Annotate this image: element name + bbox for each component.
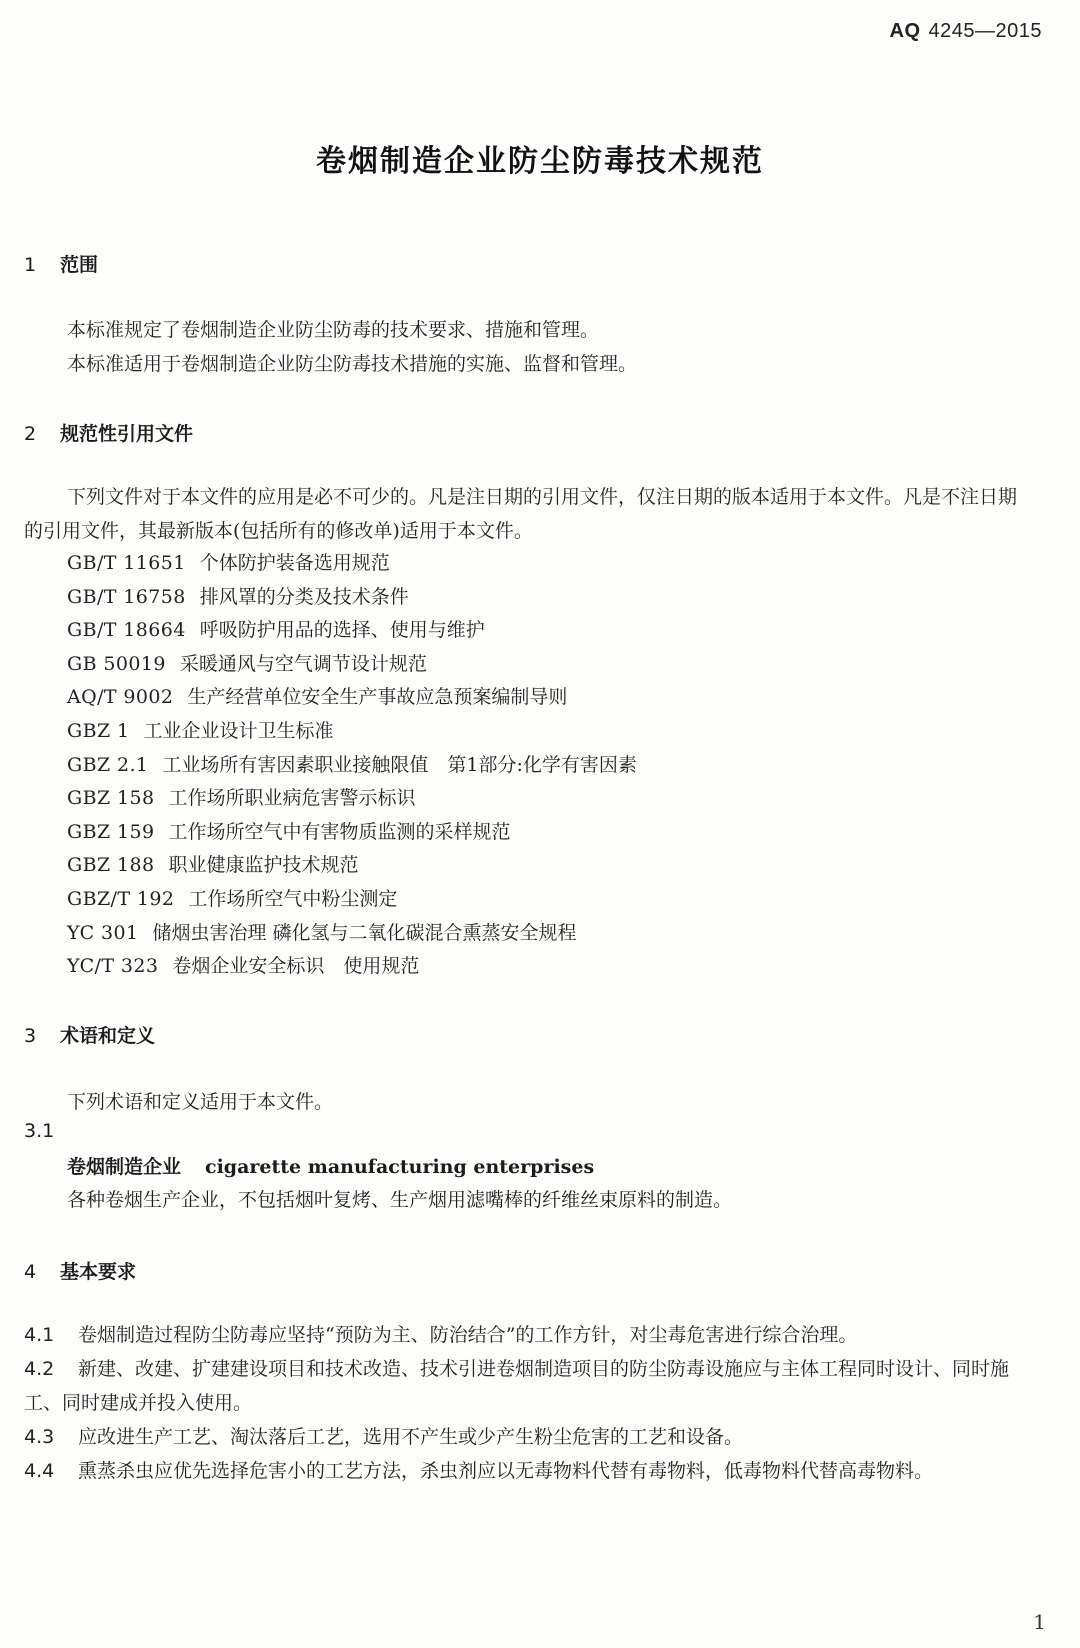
reference-title: 工作场所空气中粉尘测定 — [188, 887, 398, 910]
section-title: 范围 — [60, 254, 99, 276]
reference-code: GB/T 11651 — [67, 552, 186, 574]
reference-code: YC 301 — [67, 921, 139, 944]
reference-item — [67, 681, 637, 715]
reference-item — [67, 816, 637, 850]
page-number: 1 — [1033, 1610, 1046, 1634]
clause-text: 熏蒸杀虫应优先选择危害小的工艺方法，杀虫剂应以无毒物料代替有毒物料，低毒物料代替高毒物料。 — [78, 1460, 934, 1482]
clause-4-2 — [24, 1352, 1024, 1420]
reference-list — [67, 547, 637, 984]
section-heading-normative-references — [24, 419, 193, 446]
section-number: 2 — [24, 423, 37, 445]
section-title: 术语和定义 — [60, 1025, 156, 1047]
term-chinese: 卷烟制造企业 — [67, 1156, 182, 1178]
reference-title: 个体防护装备选用规范 — [199, 552, 390, 574]
reference-code: AQ/T 9002 — [67, 686, 174, 709]
reference-title: 采暖通风与空气调节设计规范 — [179, 652, 427, 675]
reference-title: 生产经营单位安全生产事故应急预案编制导则 — [187, 686, 568, 709]
clause-number: 4.3 — [24, 1426, 55, 1448]
reference-title: 工作场所空气中有害物质监测的采样规范 — [168, 820, 511, 843]
clause-4-3 — [24, 1420, 1024, 1454]
terms-intro: 下列术语和定义适用于本文件。 — [67, 1091, 334, 1113]
clause-text: 新建、改建、扩建建设项目和技术改造、技术引进卷烟制造项目的防尘防毒设施应与主体工程同时设计、同时施工、同时建成并投入使用。 — [24, 1358, 1010, 1414]
reference-code: GBZ 158 — [67, 787, 155, 810]
section-number: 4 — [24, 1261, 37, 1283]
reference-item — [67, 849, 637, 883]
reference-code: GBZ/T 192 — [67, 887, 175, 910]
reference-title: 工作场所职业病危害警示标识 — [168, 787, 416, 810]
reference-item — [67, 547, 637, 581]
section-title: 规范性引用文件 — [60, 423, 194, 445]
standard-code — [890, 20, 1042, 43]
reference-title: 排风罩的分类及技术条件 — [199, 585, 409, 608]
reference-item — [67, 581, 637, 615]
clause-text: 应改进生产工艺、淘汰落后工艺，选用不产生或少产生粉尘危害的工艺和设备。 — [78, 1426, 744, 1448]
clause-text: 卷烟制造过程防尘防毒应坚持“预防为主、防治结合”的工作方针，对尘毒危害进行综合治理。 — [78, 1324, 858, 1346]
reference-code: GBZ 188 — [67, 854, 155, 877]
reference-title: 工业企业设计卫生标准 — [143, 719, 334, 742]
clause-4-4 — [24, 1454, 1024, 1488]
term-number: 3.1 — [24, 1120, 55, 1142]
clause-number: 4.2 — [24, 1358, 55, 1380]
section-number: 3 — [24, 1025, 37, 1047]
reference-code: GBZ 2.1 — [67, 753, 149, 776]
section-heading-scope — [24, 250, 98, 277]
reference-item — [67, 917, 637, 951]
term-name — [67, 1152, 594, 1179]
section-heading-basic-requirements — [24, 1257, 136, 1284]
reference-code: GB 50019 — [67, 652, 166, 675]
reference-item — [67, 614, 637, 648]
clause-number: 4.1 — [24, 1324, 55, 1346]
reference-item — [67, 782, 637, 816]
reference-title: 储烟虫害治理 磷化氢与二氧化碳混合熏蒸安全规程 — [152, 921, 577, 944]
clause-number: 4.4 — [24, 1460, 55, 1482]
clause-4-1 — [24, 1318, 1024, 1352]
scope-paragraph-1: 本标准规定了卷烟制造企业防尘防毒的技术要求、措施和管理。 — [67, 319, 600, 341]
reference-code: GB/T 16758 — [67, 585, 186, 608]
standard-number: 4245—2015 — [928, 20, 1042, 42]
reference-item — [67, 950, 637, 984]
reference-code: GB/T 18664 — [67, 619, 186, 642]
document-title: 卷烟制造企业防尘防毒技术规范 — [316, 144, 764, 179]
reference-code: GBZ 159 — [67, 820, 155, 843]
section-number: 1 — [24, 254, 37, 276]
reference-item — [67, 749, 637, 783]
section-title: 基本要求 — [60, 1261, 137, 1283]
term-definition: 各种卷烟生产企业，不包括烟叶复烤、生产烟用滤嘴棒的纤维丝束原料的制造。 — [67, 1189, 733, 1211]
reference-title: 工业场所有害因素职业接触限值 第1部分:化学有害因素 — [162, 753, 637, 776]
section-heading-terms — [24, 1021, 155, 1048]
reference-title: 卷烟企业安全标识 使用规范 — [172, 955, 420, 978]
references-intro: 下列文件对于本文件的应用是必不可少的。凡是注日期的引用文件，仅注日期的版本适用于本文件。凡是不注日期的引用文件，其最新版本(包括所有的修改单)适用于本文件。 — [24, 486, 1018, 542]
reference-item — [67, 715, 637, 749]
reference-code: YC/T 323 — [67, 955, 159, 978]
reference-item — [67, 648, 637, 682]
reference-title: 呼吸防护用品的选择、使用与维护 — [199, 619, 485, 642]
scope-paragraph-2: 本标准适用于卷烟制造企业防尘防毒技术措施的实施、监督和管理。 — [67, 353, 638, 375]
reference-code: GBZ 1 — [67, 719, 130, 742]
reference-title: 职业健康监护技术规范 — [168, 854, 359, 877]
standard-prefix: AQ — [889, 20, 921, 42]
reference-item — [67, 883, 637, 917]
term-english: cigarette manufacturing enterprises — [205, 1156, 595, 1178]
